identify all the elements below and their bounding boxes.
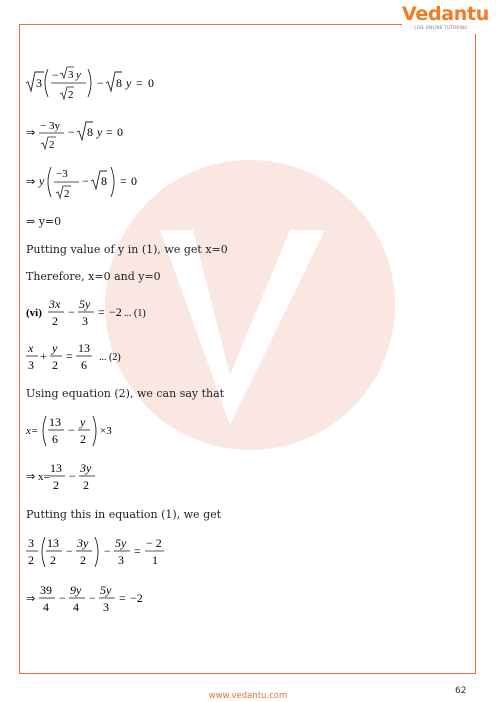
svg-text:−: − (104, 544, 111, 558)
equation-final (24, 582, 204, 620)
using-equation-text: Using equation (2), we can say that (26, 387, 225, 400)
svg-text:2: 2 (64, 188, 70, 200)
svg-text:y: y (126, 76, 132, 90)
equation-vi-1 (24, 296, 194, 330)
svg-text:=: = (98, 305, 105, 319)
svg-text:−: − (52, 68, 59, 82)
footer-url-link[interactable]: www.vedantu.com (208, 691, 288, 701)
svg-text:−: − (97, 76, 104, 90)
page-number: 62 (455, 686, 467, 696)
svg-text:y: y (80, 415, 86, 429)
svg-text:0: 0 (148, 76, 154, 90)
svg-text:2: 2 (80, 553, 86, 567)
svg-text:y: y (39, 174, 45, 188)
putting-this-text: Putting this in equation (1), we get (26, 508, 222, 521)
svg-text:9y: 9y (70, 583, 82, 597)
svg-text:13: 13 (47, 536, 59, 550)
equation-vi-2 (24, 340, 194, 374)
svg-text:3: 3 (118, 553, 124, 567)
svg-text:x=: x= (26, 425, 39, 437)
svg-text:⇒ x=: ⇒ x= (26, 471, 50, 483)
svg-text:3: 3 (82, 314, 88, 328)
equation-2 (24, 118, 174, 154)
svg-text:3: 3 (36, 76, 42, 90)
putting-value-text: Putting value of y in (1), we get x=0 (26, 243, 228, 256)
svg-text:0: 0 (117, 125, 123, 139)
svg-text:=: = (119, 591, 126, 605)
svg-text:⇒: ⇒ (26, 176, 36, 188)
svg-text:−: − (82, 174, 89, 188)
svg-text:3: 3 (28, 358, 34, 372)
equation-x-expression (24, 412, 194, 452)
svg-text:13: 13 (50, 461, 62, 475)
equation-1 (24, 64, 174, 104)
svg-text:−: − (68, 125, 75, 139)
svg-text:=: = (134, 544, 141, 558)
equation-3 (24, 163, 174, 203)
svg-text:×3: ×3 (100, 425, 112, 437)
svg-text:2: 2 (53, 478, 59, 492)
svg-text:... (2): ... (2) (99, 352, 121, 363)
svg-text:4: 4 (73, 600, 79, 614)
y-equals-zero: ⇒ y=0 (26, 215, 62, 228)
svg-text:2: 2 (52, 358, 58, 372)
svg-text:x: x (28, 341, 34, 355)
svg-text:2: 2 (80, 432, 86, 446)
svg-text:2: 2 (83, 478, 89, 492)
svg-text:5y: 5y (79, 297, 91, 311)
svg-text:2: 2 (28, 553, 34, 567)
svg-text:4: 4 (43, 600, 49, 614)
svg-text:8: 8 (87, 125, 93, 139)
logo-tagline: LIVE ONLINE TUTORING (414, 25, 468, 30)
svg-text:3y: 3y (80, 461, 92, 475)
svg-text:=: = (66, 349, 73, 363)
svg-text:− 3y: − 3y (40, 120, 60, 132)
svg-text:=: = (136, 76, 143, 90)
svg-text:0: 0 (131, 174, 137, 188)
svg-text:5y: 5y (115, 536, 127, 550)
svg-text:y: y (52, 341, 58, 355)
svg-text:y: y (76, 69, 81, 81)
svg-text:−3: −3 (56, 168, 68, 180)
svg-text:(vi): (vi) (26, 307, 42, 319)
svg-text:⇒: ⇒ (26, 127, 36, 139)
svg-text:5y: 5y (100, 583, 112, 597)
svg-text:y: y (97, 125, 103, 139)
svg-text:6: 6 (81, 358, 87, 372)
vedantu-logo (402, 3, 490, 34)
svg-text:−: − (68, 423, 75, 437)
svg-text:=: = (120, 174, 127, 188)
svg-text:+: + (40, 349, 47, 363)
therefore-text: Therefore, x=0 and y=0 (26, 270, 161, 283)
svg-text:3: 3 (103, 600, 109, 614)
svg-text:6: 6 (52, 432, 58, 446)
equation-substitution (24, 532, 204, 574)
svg-text:−2: −2 (130, 591, 143, 605)
svg-text:8: 8 (116, 76, 122, 90)
svg-text:3y: 3y (77, 536, 89, 550)
svg-text:13: 13 (78, 341, 90, 355)
svg-text:−: − (68, 305, 75, 319)
svg-text:2: 2 (50, 553, 56, 567)
svg-text:3: 3 (28, 536, 34, 550)
svg-text:−: − (89, 591, 96, 605)
svg-text:39: 39 (40, 583, 52, 597)
svg-text:−2: −2 (109, 305, 122, 319)
svg-text:2: 2 (52, 314, 58, 328)
svg-text:−: − (66, 544, 73, 558)
svg-text:3x: 3x (49, 297, 61, 311)
equation-x-simplified (24, 460, 194, 496)
svg-text:=: = (106, 125, 113, 139)
svg-text:−: − (59, 591, 66, 605)
logo-wordmark: Vedantu (402, 3, 490, 25)
svg-text:1: 1 (152, 553, 158, 567)
svg-text:13: 13 (49, 415, 61, 429)
svg-text:2: 2 (49, 139, 55, 151)
svg-text:... (1): ... (1) (124, 308, 146, 319)
svg-text:2: 2 (68, 89, 74, 101)
svg-text:− 2: − 2 (146, 536, 162, 550)
svg-text:8: 8 (101, 174, 107, 188)
svg-text:⇒: ⇒ (26, 593, 36, 605)
svg-text:3: 3 (68, 69, 74, 81)
svg-text:−: − (69, 469, 76, 483)
